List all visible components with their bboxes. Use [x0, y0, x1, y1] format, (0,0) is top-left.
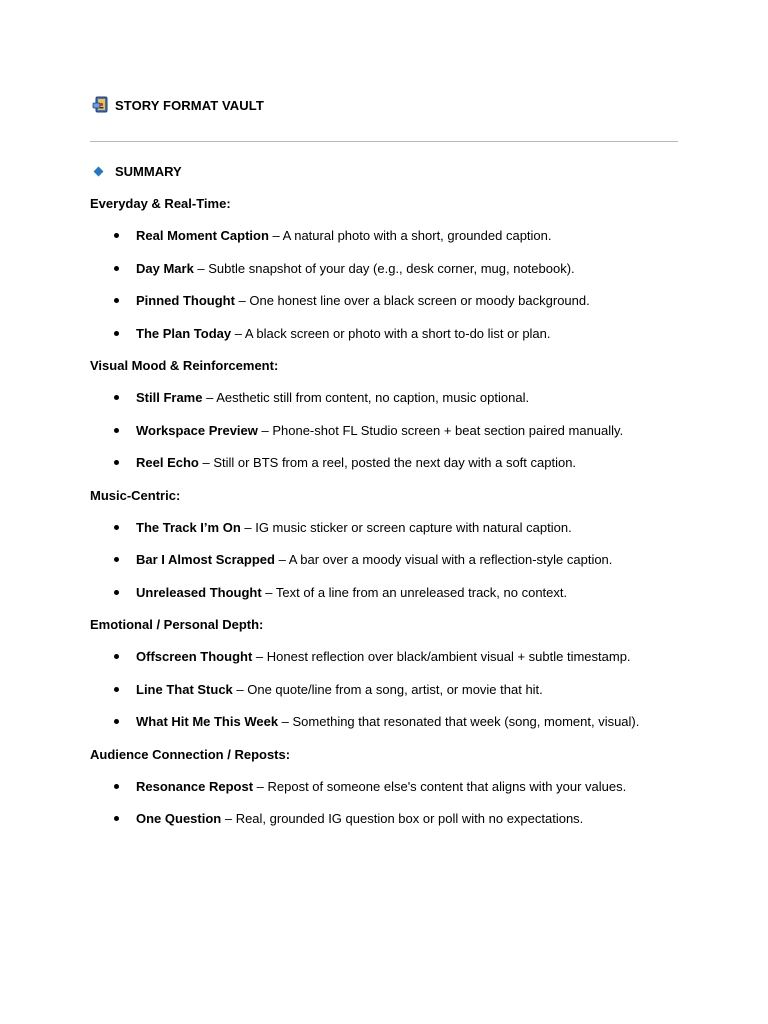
summary-content [90, 192, 680, 840]
list-item [90, 710, 680, 742]
format-description: – Aesthetic still from content, no caption, music optional. [202, 390, 530, 406]
format-description: – A black screen or photo with a short to-do list or plan. [231, 325, 551, 341]
summary-heading-row [95, 160, 182, 182]
list-item [90, 775, 680, 807]
format-description: – A bar over a moody visual with a reflection-style caption. [274, 552, 613, 568]
summary-label: SUMMARY [115, 163, 182, 179]
format-description: – A natural photo with a short, grounded caption. [268, 228, 552, 244]
bullet-icon [114, 654, 119, 659]
format-list [90, 386, 680, 483]
bullet-icon [114, 590, 119, 595]
format-description: – Still or BTS from a reel, posted the next day with a soft caption. [198, 455, 577, 471]
format-name: One Question [136, 811, 222, 827]
list-item [90, 451, 680, 483]
format-name: Reel Echo [136, 455, 199, 471]
format-list [90, 775, 680, 840]
format-name: Pinned Thought [136, 293, 235, 309]
format-description: – Something that resonated that week (song, moment, visual). [278, 714, 640, 730]
list-item [90, 386, 680, 418]
format-name: The Plan Today [136, 325, 232, 341]
list-item [90, 322, 680, 354]
format-name: Workspace Preview [136, 422, 258, 438]
bullet-icon [114, 331, 119, 336]
format-name: Resonance Repost [136, 779, 254, 795]
bullet-icon [114, 719, 119, 724]
format-description: – Phone-shot FL Studio screen + beat section paired manually. [257, 422, 624, 438]
format-list [90, 224, 680, 354]
list-item [90, 548, 680, 580]
bullet-icon [114, 525, 119, 530]
list-item [90, 257, 680, 289]
format-name: Offscreen Thought [136, 649, 253, 665]
format-name: Line That Stuck [136, 681, 233, 697]
vault-file-icon [92, 96, 110, 114]
format-description: – One quote/line from a song, artist, or movie that hit. [232, 681, 543, 697]
list-item [90, 289, 680, 321]
list-item [90, 645, 680, 677]
bullet-icon [114, 298, 119, 303]
list-item [90, 807, 680, 839]
section-heading: Everyday & Real-Time: [90, 196, 231, 211]
bullet-icon [114, 233, 119, 238]
format-name: Unreleased Thought [136, 584, 262, 600]
bullet-icon [114, 460, 119, 465]
format-name: What Hit Me This Week [136, 714, 279, 730]
blue-diamond-icon [94, 166, 104, 176]
format-description: – Subtle snapshot of your day (e.g., desk corner, mug, notebook). [193, 260, 575, 276]
list-item [90, 581, 680, 613]
list-item [90, 419, 680, 451]
format-name: Still Frame [136, 390, 203, 406]
format-description: – IG music sticker or screen capture with natural caption. [240, 519, 572, 535]
format-name: Bar I Almost Scrapped [136, 552, 275, 568]
format-description: – One honest line over a black screen or moody background. [234, 293, 590, 309]
format-description: – Honest reflection over black/ambient visual + subtle timestamp. [252, 649, 631, 665]
list-item [90, 516, 680, 548]
bullet-icon [114, 428, 119, 433]
format-description: – Repost of someone else's content that aligns with your values. [253, 779, 627, 795]
list-item [90, 224, 680, 256]
section-heading: Music-Centric: [90, 487, 181, 503]
bullet-icon [114, 816, 119, 821]
format-name: Real Moment Caption [136, 228, 269, 244]
bullet-icon [114, 395, 119, 400]
horizontal-divider [90, 141, 678, 142]
format-name: Day Mark [136, 260, 194, 276]
format-list [90, 516, 680, 613]
format-description: – Text of a line from an unreleased track, no context. [261, 584, 568, 600]
list-item [90, 678, 680, 710]
format-name: The Track I’m On [136, 519, 241, 535]
format-description: – Real, grounded IG question box or poll with no expectations. [221, 811, 584, 827]
bullet-icon [114, 266, 119, 271]
bullet-icon [114, 687, 119, 692]
section-heading: Audience Connection / Reposts: [90, 746, 291, 762]
format-list [90, 645, 680, 742]
document-title-row [92, 94, 264, 116]
section-heading: Visual Mood & Reinforcement: [90, 357, 279, 373]
section-heading: Emotional / Personal Depth: [90, 617, 264, 633]
document-title: STORY FORMAT VAULT [115, 97, 264, 113]
bullet-icon [114, 784, 119, 789]
bullet-icon [114, 557, 119, 562]
